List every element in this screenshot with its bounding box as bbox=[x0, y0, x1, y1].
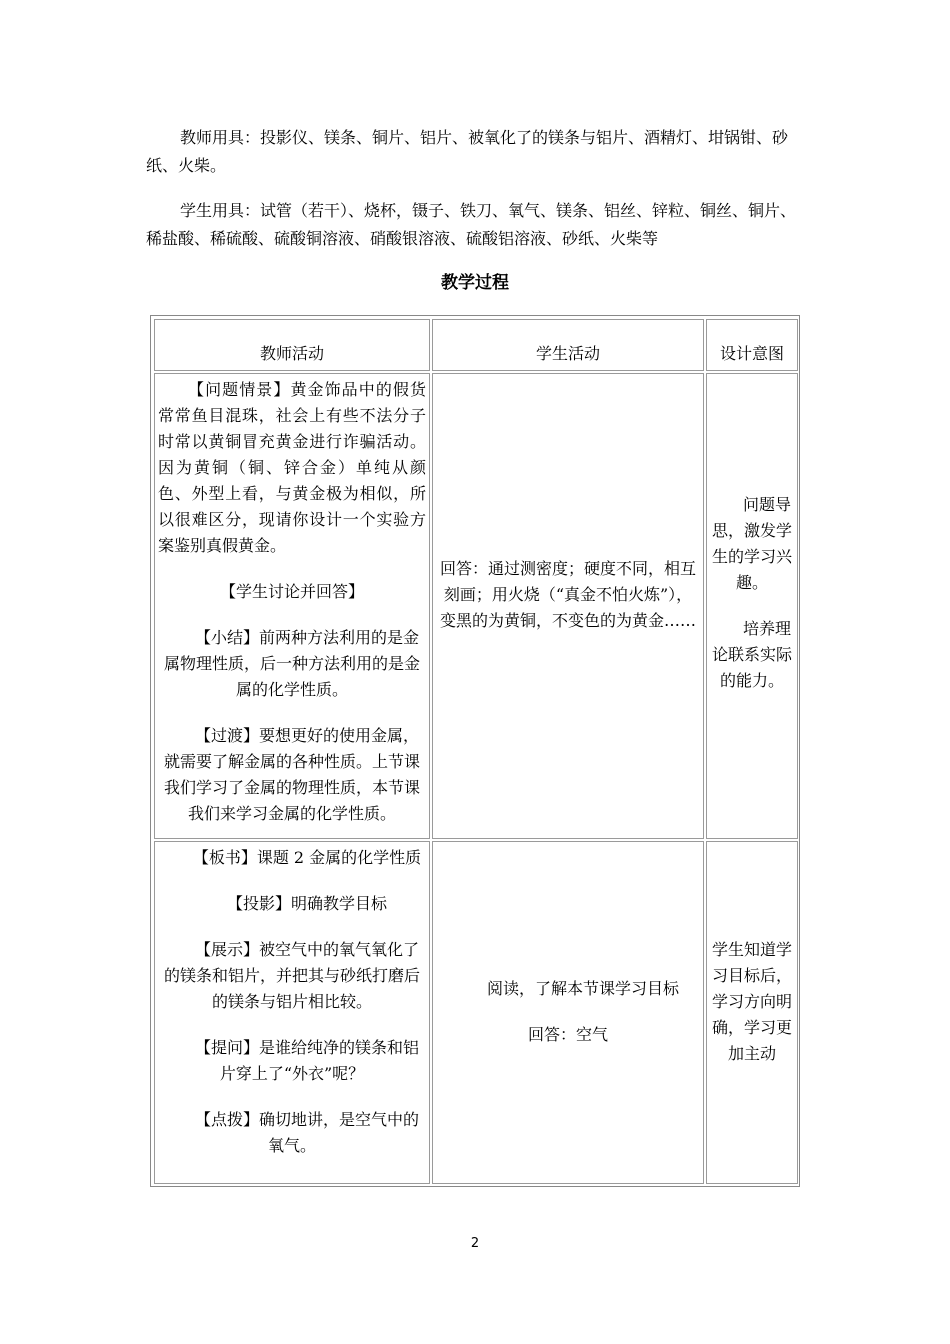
row2-teacher-text-5: 【点拨】确切地讲，是空气中的氧气。 bbox=[194, 1110, 419, 1155]
row2-student-text-1: 阅读，了解本节课学习目标 bbox=[486, 979, 679, 998]
row2-teacher-cell bbox=[154, 841, 430, 1184]
teaching-process-table bbox=[150, 315, 800, 1187]
row1-teacher-cell bbox=[154, 373, 430, 839]
row1-teacher-text-1: 【问题情景】黄金饰品中的假货常常鱼目混珠，社会上有些不法分子时常以黄铜冒充黄金进行诈骗活动。因为黄铜（铜、锌合金）单纯从颜色、外型上看，与黄金极为相似，所以很难区分，现请你设计一个实验方案鉴别真假黄金。 bbox=[158, 380, 426, 555]
header-design-intent: 设计意图 bbox=[706, 319, 798, 371]
row1-teacher-text-4: 【过渡】要想更好的使用金属，就需要了解金属的各种性质。上节课我们学习了金属的物理性质，本节课我们来学习金属的化学性质。 bbox=[163, 726, 420, 823]
row2-intent-cell bbox=[706, 841, 798, 1184]
row2-intent-text-1: 学生知道学习目标后，学习方向明确，学习更加主动 bbox=[711, 940, 792, 1063]
row2-student-text-2: 回答：空气 bbox=[527, 1025, 608, 1044]
header-teacher-activity: 教师活动 bbox=[154, 319, 430, 371]
row1-student-cell bbox=[432, 373, 704, 839]
student-tools-paragraph: 学生用具：试管（若干）、烧杯，镊子、铁刀、氧气、镁条、铝丝、锌粒、铜丝、铜片、稀盐酸、稀硫酸、硫酸铜溶液、硝酸银溶液、硫酸铝溶液、砂纸、火柴等 bbox=[146, 201, 797, 248]
row1-teacher-text-3: 【小结】前两种方法利用的是金属物理性质，后一种方法利用的是金属的化学性质。 bbox=[163, 628, 420, 699]
row2-student-cell bbox=[432, 841, 704, 1184]
row1-intent-text-1: 问题导思，激发学生的学习兴趣。 bbox=[711, 495, 792, 592]
teacher-tools-paragraph: 教师用具：投影仪、镁条、铜片、铝片、被氧化了的镁条与铝片、酒精灯、坩锅钳、砂纸、火柴。 bbox=[146, 128, 789, 175]
row2-teacher-text-2: 【投影】明确教学目标 bbox=[226, 894, 387, 913]
row2-teacher-text-1: 【板书】课题 2 金属的化学性质 bbox=[192, 848, 422, 867]
page-number: 2 bbox=[470, 1236, 480, 1251]
row1-teacher-text-2: 【学生讨论并回答】 bbox=[219, 582, 364, 601]
row2-teacher-text-3: 【展示】被空气中的氧气氧化了的镁条和铝片，并把其与砂纸打磨后的镁条与铝片相比较。 bbox=[163, 940, 420, 1011]
row2-teacher-text-4: 【提问】是谁给纯净的镁条和铝片穿上了“外衣”呢？ bbox=[194, 1038, 419, 1083]
section-title: 教学过程 bbox=[441, 273, 509, 293]
row1-intent-cell bbox=[706, 373, 798, 839]
header-student-activity: 学生活动 bbox=[432, 319, 704, 371]
row1-intent-text-2: 培养理论联系实际的能力。 bbox=[711, 619, 792, 690]
row1-student-text-1: 回答：通过测密度；硬度不同，相互刻画；用火烧（“真金不怕火炼”），变黑的为黄铜，不变色的为黄金…… bbox=[439, 559, 696, 630]
